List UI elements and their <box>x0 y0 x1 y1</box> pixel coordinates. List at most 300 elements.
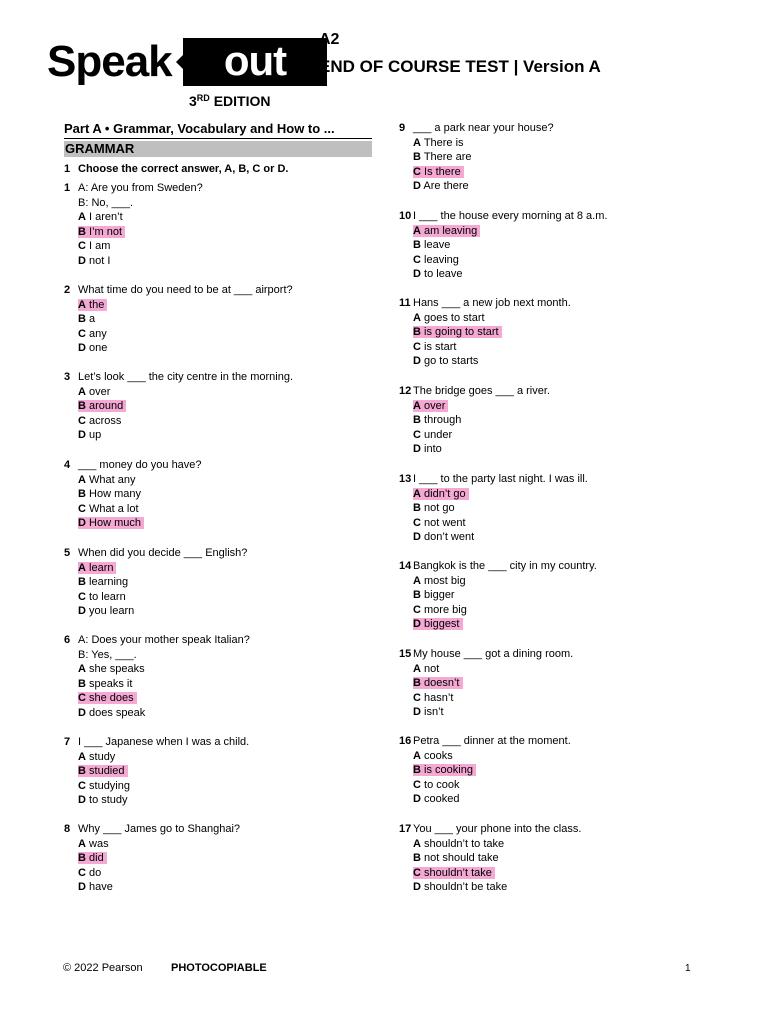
answer-option-text: over <box>424 399 446 412</box>
answer-option-letter: D <box>78 342 86 355</box>
answer-option <box>399 238 607 253</box>
question-number: 17 <box>399 823 412 835</box>
answer-option-content <box>413 355 478 367</box>
answer-option <box>399 136 554 151</box>
answer-option-text: to cook <box>424 778 460 791</box>
answer-option-content <box>413 677 463 689</box>
answer-option <box>399 516 588 531</box>
question-9 <box>399 121 554 194</box>
instruction <box>64 163 288 175</box>
answer-option-text: does speak <box>89 706 146 719</box>
answer-option-letter: D <box>78 254 86 267</box>
answer-option-letter: D <box>78 517 86 530</box>
answer-option <box>399 530 588 545</box>
answer-option <box>64 793 249 808</box>
answer-option-letter: C <box>413 516 421 529</box>
answer-option <box>399 588 597 603</box>
part-title: Part A • Grammar, Vocabulary and How to ... <box>64 121 372 139</box>
answer-option-content <box>413 400 448 412</box>
edition-suffix: RD <box>196 93 210 103</box>
answer-option-letter: C <box>413 603 421 616</box>
answer-option-text: cooked <box>424 793 460 806</box>
answer-option-letter: A <box>78 837 86 850</box>
answer-option <box>64 604 247 619</box>
question-number: 4 <box>64 459 71 471</box>
answer-option <box>64 312 293 327</box>
answer-option-text: a <box>89 313 96 326</box>
answer-option-letter: D <box>413 443 421 456</box>
question-text: B: Yes, ___. <box>78 648 137 661</box>
answer-option-selected <box>64 561 247 576</box>
answer-option-text: not I <box>89 254 111 267</box>
question-number: 3 <box>64 371 71 383</box>
answer-option-text: you learn <box>89 605 135 618</box>
answer-option-content <box>413 151 472 163</box>
answer-option-content <box>78 751 115 763</box>
question-text: Hans ___ a new job next month. <box>413 297 571 309</box>
answer-option-content <box>413 779 459 791</box>
answer-option-content <box>78 240 110 252</box>
answer-option-content <box>78 474 135 486</box>
answer-option-letter: D <box>413 618 421 631</box>
answer-option-text: don’t went <box>424 531 475 544</box>
answer-option-text: studied <box>89 765 125 778</box>
question-text: When did you decide ___ English? <box>78 547 248 559</box>
section-heading <box>64 141 372 157</box>
answer-option-content <box>78 211 123 223</box>
answer-option-letter: A <box>78 473 86 486</box>
answer-option-text: to study <box>89 794 128 807</box>
answer-option-text: goes to start <box>424 311 485 324</box>
question-stem-line <box>64 196 203 211</box>
answer-option-text: Is there <box>424 165 461 178</box>
answer-option-text: isn’t <box>424 706 444 719</box>
answer-option <box>64 880 240 895</box>
question-14 <box>399 559 597 632</box>
question-number: 11 <box>399 297 411 309</box>
answer-option-selected <box>399 617 597 632</box>
question-2 <box>64 283 293 356</box>
answer-option-content <box>413 531 474 543</box>
answer-option <box>399 267 607 282</box>
answer-option-content <box>413 239 450 251</box>
answer-option-text: am leaving <box>424 224 478 237</box>
answer-option-text: hasn’t <box>424 691 454 704</box>
answer-option-text: shouldn’t to take <box>424 837 505 850</box>
answer-option-text: shouldn’t be take <box>424 881 508 894</box>
question-number: 13 <box>399 473 412 485</box>
answer-option-content <box>78 605 134 617</box>
question-text: ___ money do you have? <box>78 459 202 471</box>
answer-option-content <box>413 692 453 704</box>
answer-option <box>64 473 202 488</box>
answer-option-content <box>413 429 452 441</box>
answer-option-content <box>78 765 128 777</box>
answer-option-letter: D <box>413 355 421 368</box>
logo-out-box: out <box>183 38 327 86</box>
question-number: 9 <box>399 122 406 134</box>
answer-option <box>64 239 203 254</box>
answer-option <box>399 311 571 326</box>
answer-option <box>399 705 573 720</box>
answer-option-letter: B <box>413 326 421 339</box>
answer-option-letter: C <box>78 692 86 705</box>
answer-option-text: studying <box>89 779 130 792</box>
answer-option <box>64 327 293 342</box>
question-stem-line <box>64 546 247 561</box>
question-number: 2 <box>64 284 71 296</box>
answer-option <box>64 590 247 605</box>
answer-option-text: not went <box>424 516 466 529</box>
answer-option-content <box>78 415 121 427</box>
answer-option-content <box>78 591 126 603</box>
question-stem-line <box>64 822 240 837</box>
answer-option-letter: A <box>413 662 421 675</box>
answer-option <box>64 254 203 269</box>
question-text: I ___ Japanese when I was a child. <box>78 736 250 748</box>
question-text: A: Does your mother speak Italian? <box>78 634 250 646</box>
answer-option-text: most big <box>424 574 466 587</box>
answer-option-content <box>78 429 101 441</box>
answer-option-letter: D <box>78 605 86 618</box>
answer-option-content <box>78 867 101 879</box>
answer-option <box>399 662 573 677</box>
question-text: I ___ to the party last night. I was ill. <box>413 473 588 485</box>
page-number: 1 <box>685 963 691 974</box>
answer-option-letter: A <box>413 224 421 237</box>
question-10 <box>399 209 607 282</box>
answer-option-content <box>413 341 456 353</box>
answer-option-content <box>413 852 499 864</box>
answer-option <box>399 501 588 516</box>
answer-option-text: speaks it <box>89 677 133 690</box>
answer-option-text: not should take <box>424 852 499 865</box>
answer-option-letter: B <box>78 488 86 501</box>
answer-option <box>64 706 250 721</box>
question-stem-line <box>64 181 203 196</box>
answer-option-text: I’m not <box>89 225 123 238</box>
question-stem-line <box>64 648 250 663</box>
answer-option-letter: D <box>413 881 421 894</box>
answer-option-content <box>413 517 466 529</box>
answer-option-content <box>413 589 455 601</box>
question-13 <box>399 472 588 545</box>
answer-option-selected <box>399 224 607 239</box>
answer-option <box>399 837 581 852</box>
answer-option-content <box>413 764 476 776</box>
answer-option-letter: C <box>413 253 421 266</box>
answer-option <box>399 603 597 618</box>
answer-option <box>399 851 581 866</box>
question-text: A: Are you from Sweden? <box>78 182 203 194</box>
level-label: A2 <box>319 31 340 48</box>
answer-option-text: There is <box>423 136 464 149</box>
answer-option <box>64 487 202 502</box>
answer-option-letter: C <box>413 691 421 704</box>
answer-option-content <box>413 750 453 762</box>
answer-option-text: she speaks <box>89 663 145 676</box>
answer-option-selected <box>64 764 249 779</box>
answer-option <box>399 354 571 369</box>
answer-option <box>399 574 597 589</box>
answer-option-selected <box>399 676 573 691</box>
answer-option-letter: A <box>413 574 421 587</box>
question-stem-line <box>399 121 554 136</box>
answer-option-content <box>413 618 463 630</box>
answer-option-letter: C <box>78 866 86 879</box>
answer-option-letter: D <box>413 793 421 806</box>
question-stem-line <box>399 384 550 399</box>
answer-option <box>64 837 240 852</box>
answer-option-letter: D <box>78 706 86 719</box>
answer-option-content <box>78 562 116 574</box>
answer-option <box>399 880 581 895</box>
answer-option <box>64 414 293 429</box>
answer-option-content <box>413 604 467 616</box>
answer-option-selected <box>399 399 550 414</box>
answer-option-letter: D <box>78 429 86 442</box>
question-stem-line <box>399 472 588 487</box>
answer-option-letter: D <box>413 706 421 719</box>
question-text: I ___ the house every morning at 8 a.m. <box>413 210 608 222</box>
answer-option-text: go to starts <box>424 355 479 368</box>
question-1 <box>64 181 203 269</box>
answer-option-content <box>78 707 145 719</box>
answer-option-text: I aren’t <box>89 211 123 224</box>
answer-option-text: was <box>89 837 109 850</box>
answer-option-content <box>413 414 461 426</box>
answer-option-selected <box>64 298 293 313</box>
answer-option-letter: C <box>413 866 421 879</box>
answer-option-content <box>78 794 128 806</box>
answer-option-letter: C <box>78 779 86 792</box>
answer-option-text: I am <box>89 240 111 253</box>
answer-option-letter: A <box>78 750 86 763</box>
answer-option-content <box>78 342 107 354</box>
answer-option-content <box>78 226 125 238</box>
answer-option <box>399 340 571 355</box>
answer-option-letter: C <box>78 240 86 253</box>
answer-option-content <box>78 386 110 398</box>
answer-option-letter: A <box>413 749 421 762</box>
answer-option-text: not go <box>424 502 455 515</box>
answer-option-text: she does <box>89 692 134 705</box>
edition-label <box>189 93 270 109</box>
question-text: Bangkok is the ___ city in my country. <box>413 560 597 572</box>
answer-option <box>64 385 293 400</box>
question-number: 6 <box>64 634 71 646</box>
answer-option-letter: C <box>413 778 421 791</box>
answer-option-text: under <box>424 428 453 441</box>
answer-option-text: across <box>89 414 122 427</box>
answer-option-content <box>413 312 485 324</box>
answer-option <box>399 179 554 194</box>
question-number: 1 <box>64 182 71 194</box>
answer-option-text: have <box>89 881 113 894</box>
answer-option <box>64 428 293 443</box>
answer-option-content <box>413 867 495 879</box>
answer-option-content <box>78 678 132 690</box>
answer-option-letter: C <box>413 340 421 353</box>
answer-option-content <box>78 517 144 529</box>
answer-option-text: the <box>89 298 105 311</box>
answer-option-text: learning <box>89 576 129 589</box>
answer-option-text: to learn <box>89 590 126 603</box>
answer-option-letter: C <box>78 327 86 340</box>
answer-option-letter: A <box>413 399 421 412</box>
answer-option-content <box>413 326 502 338</box>
answer-option-text: more big <box>424 603 467 616</box>
logo-speak-text: Speak <box>47 37 172 86</box>
answer-option-letter: D <box>413 531 421 544</box>
answer-option-content <box>78 488 141 500</box>
answer-option-letter: B <box>78 313 86 326</box>
answer-option-content <box>413 488 469 500</box>
question-number: 5 <box>64 547 71 559</box>
answer-option-text: biggest <box>424 618 460 631</box>
question-text: What time do you need to be at ___ airport? <box>78 284 293 296</box>
question-stem-line <box>399 209 607 224</box>
answer-option-content <box>78 663 145 675</box>
answer-option-text: through <box>424 414 462 427</box>
answer-option <box>64 750 249 765</box>
question-stem-line <box>64 370 293 385</box>
answer-option-text: did <box>89 852 104 865</box>
answer-option-letter: B <box>78 677 86 690</box>
edition-word: EDITION <box>213 93 271 109</box>
answer-option-letter: B <box>413 852 421 865</box>
answer-option-letter: B <box>413 677 421 690</box>
question-text: B: No, ___. <box>78 196 134 209</box>
answer-option-text: study <box>89 750 116 763</box>
answer-option-text: What a lot <box>89 502 139 515</box>
answer-option-letter: C <box>413 165 421 178</box>
question-number: 10 <box>399 210 412 222</box>
answer-option-letter: B <box>413 151 421 164</box>
answer-option-content <box>413 502 455 514</box>
answer-option-letter: B <box>78 576 86 589</box>
answer-option-text: is going to start <box>424 326 499 339</box>
answer-option-selected <box>64 691 250 706</box>
answer-option-content <box>413 137 464 149</box>
answer-option-text: doesn’t <box>424 677 460 690</box>
answer-option-selected <box>64 399 293 414</box>
answer-option <box>399 792 571 807</box>
answer-option <box>64 662 250 677</box>
answer-option-text: cooks <box>424 749 453 762</box>
answer-option-text: shouldn’t take <box>424 866 492 879</box>
question-text: Why ___ James go to Shanghai? <box>78 823 241 835</box>
answer-option-letter: C <box>78 414 86 427</box>
answer-option-text: is start <box>424 340 457 353</box>
answer-option-selected <box>64 516 202 531</box>
question-stem-line <box>64 735 249 750</box>
answer-option-content <box>413 443 442 455</box>
answer-option-content <box>78 328 107 340</box>
answer-option-text: not <box>424 662 440 675</box>
question-text: The bridge goes ___ a river. <box>413 385 550 397</box>
answer-option-content <box>413 225 480 237</box>
answer-option-content <box>413 268 463 280</box>
question-stem-line <box>64 633 250 648</box>
question-3 <box>64 370 293 443</box>
answer-option-text: around <box>89 400 124 413</box>
answer-option-letter: B <box>78 225 86 238</box>
answer-option <box>399 749 571 764</box>
question-7 <box>64 735 249 808</box>
answer-option-content <box>78 503 139 515</box>
answer-option-letter: A <box>413 487 421 500</box>
question-text: My house ___ got a dining room. <box>413 648 574 660</box>
answer-option <box>399 442 550 457</box>
question-12 <box>399 384 550 457</box>
question-text: ___ a park near your house? <box>413 122 554 134</box>
answer-option-letter: D <box>78 881 86 894</box>
answer-option <box>399 253 607 268</box>
answer-option-text: didn’t go <box>424 487 466 500</box>
answer-option-text: leaving <box>424 253 459 266</box>
question-text: Petra ___ dinner at the moment. <box>413 735 571 747</box>
answer-option-letter: C <box>78 590 86 603</box>
answer-option <box>399 150 554 165</box>
answer-option-letter: B <box>413 502 421 515</box>
question-number: 8 <box>64 823 71 835</box>
question-6 <box>64 633 250 721</box>
answer-option-letter: A <box>78 211 86 224</box>
test-title: END OF COURSE TEST | Version A <box>319 57 601 76</box>
answer-option-selected <box>399 866 581 881</box>
question-11 <box>399 296 571 369</box>
answer-option <box>64 210 203 225</box>
answer-option-letter: A <box>78 663 86 676</box>
question-17 <box>399 822 581 895</box>
answer-option-selected <box>399 325 571 340</box>
answer-option <box>399 413 550 428</box>
answer-option-letter: A <box>413 311 421 324</box>
question-8 <box>64 822 240 895</box>
answer-option-letter: B <box>78 400 86 413</box>
answer-option-letter: B <box>413 764 421 777</box>
answer-option-letter: D <box>78 794 86 807</box>
answer-option <box>64 341 293 356</box>
answer-option-selected <box>64 225 203 240</box>
answer-option-letter: B <box>413 414 421 427</box>
answer-option-text: What any <box>89 473 136 486</box>
answer-option-content <box>78 692 137 704</box>
edition-number: 3 <box>189 93 197 109</box>
answer-option-content <box>413 881 507 893</box>
answer-option-text: leave <box>424 239 451 252</box>
answer-option-content <box>78 313 95 325</box>
question-stem-line <box>399 559 597 574</box>
answer-option <box>399 778 571 793</box>
answer-option-selected <box>399 763 571 778</box>
answer-option-text: to leave <box>424 268 463 281</box>
answer-option <box>399 691 573 706</box>
question-stem-line <box>64 283 293 298</box>
question-number: 7 <box>64 736 71 748</box>
question-stem-line <box>399 822 581 837</box>
answer-option-letter: A <box>78 385 86 398</box>
instruction-number: 1 <box>64 163 71 175</box>
answer-option <box>64 866 240 881</box>
question-stem-line <box>64 458 202 473</box>
section-heading-text: GRAMMAR <box>65 141 135 156</box>
answer-option-text: How much <box>89 517 141 530</box>
answer-option-content <box>78 852 107 864</box>
answer-option-letter: B <box>78 765 86 778</box>
answer-option-text: is cooking <box>424 764 473 777</box>
